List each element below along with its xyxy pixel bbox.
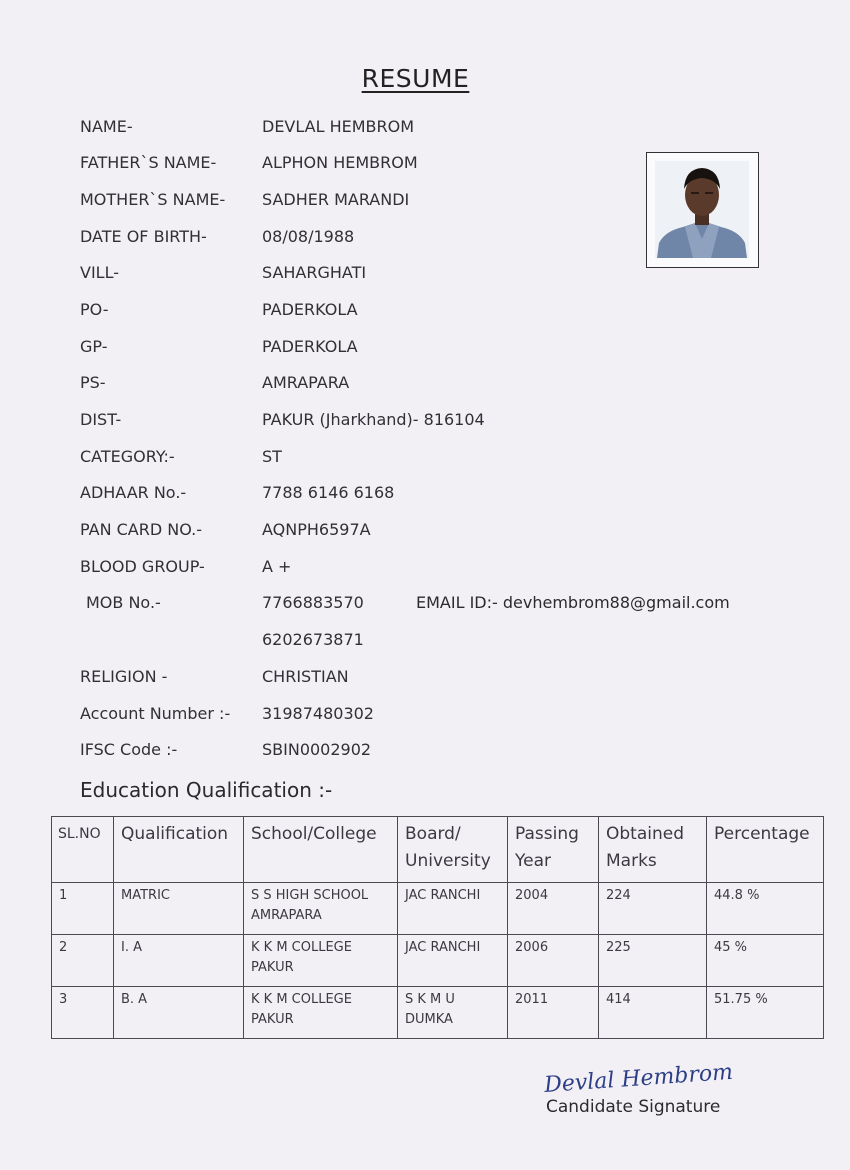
field-value: 7788 6146 6168: [262, 483, 395, 502]
field-label: IFSC Code :-: [80, 740, 178, 759]
field-label: ADHAAR No.-: [80, 483, 187, 502]
education-table: [51, 816, 824, 1039]
field-value: AMRAPARA: [262, 373, 350, 392]
table-cell: B. A: [114, 987, 244, 1039]
page-title: RESUME: [361, 64, 470, 93]
table-header-cell: Percentage: [707, 817, 824, 883]
field-label: FATHER`S NAME-: [80, 153, 217, 172]
email-text: EMAIL ID:- devhembrom88@gmail.com: [416, 593, 730, 612]
table-header-cell: Qualification: [114, 817, 244, 883]
table-header-row: [52, 817, 824, 883]
table-cell: S K M U DUMKA: [398, 987, 508, 1039]
education-heading: Education Qualification :-: [80, 778, 333, 802]
table-header-cell: Obtained Marks: [599, 817, 707, 883]
field-label: PO-: [80, 300, 109, 319]
handwritten-signature: [540, 1058, 740, 1098]
field-value: CHRISTIAN: [262, 667, 349, 686]
table-cell: 2004: [508, 883, 599, 935]
field-value: 7766883570: [262, 593, 364, 612]
table-cell: 51.75 %: [707, 987, 824, 1039]
table-cell: 3: [52, 987, 114, 1039]
field-value: DEVLAL HEMBROM: [262, 117, 415, 136]
svg-text:Devlal Hembrom: Devlal Hembrom: [543, 1059, 734, 1098]
field-label: BLOOD GROUP-: [80, 557, 205, 576]
field-label: PAN CARD NO.-: [80, 520, 203, 539]
field-label: PS-: [80, 373, 106, 392]
field-value: 6202673871: [262, 630, 364, 649]
field-label: RELIGION -: [80, 667, 168, 686]
table-cell: I. A: [114, 935, 244, 987]
field-value: PADERKOLA: [262, 337, 358, 356]
table-cell: 1: [52, 883, 114, 935]
field-label: NAME-: [80, 117, 133, 136]
field-value: 08/08/1988: [262, 227, 355, 246]
table-cell: 2011: [508, 987, 599, 1039]
table-cell: K K M COLLEGE PAKUR: [244, 987, 398, 1039]
signature-caption: Candidate Signature: [546, 1097, 721, 1117]
field-label: CATEGORY:-: [80, 447, 175, 466]
table-cell: S S HIGH SCHOOL AMRAPARA: [244, 883, 398, 935]
field-label: DIST-: [80, 410, 122, 429]
field-value: SAHARGHATI: [262, 263, 367, 282]
table-cell: MATRIC: [114, 883, 244, 935]
table-row: [52, 935, 824, 987]
field-value: SBIN0002902: [262, 740, 372, 759]
passport-photo: [646, 152, 759, 268]
table-cell: 2: [52, 935, 114, 987]
table-cell: 2006: [508, 935, 599, 987]
table-row: [52, 987, 824, 1039]
field-value: PAKUR (Jharkhand)- 816104: [262, 410, 485, 429]
field-value: ALPHON HEMBROM: [262, 153, 418, 172]
field-value: A +: [262, 557, 292, 576]
table-body: [52, 883, 824, 1039]
field-label: MOB No.-: [86, 593, 161, 612]
table-header-cell: School/College: [244, 817, 398, 883]
field-label: DATE OF BIRTH-: [80, 227, 207, 246]
field-label: VILL-: [80, 263, 119, 282]
field-label: GP-: [80, 337, 108, 356]
table-cell: JAC RANCHI: [398, 935, 508, 987]
table-cell: 44.8 %: [707, 883, 824, 935]
table-row: [52, 883, 824, 935]
table-header-cell: Board/ University: [398, 817, 508, 883]
field-label: MOTHER`S NAME-: [80, 190, 226, 209]
field-value: PADERKOLA: [262, 300, 358, 319]
field-label: Account Number :-: [80, 704, 231, 723]
table-header-cell: SL.NO: [52, 817, 114, 883]
table-cell: 45 %: [707, 935, 824, 987]
field-value: ST: [262, 447, 282, 466]
field-value: SADHER MARANDI: [262, 190, 410, 209]
table-cell: 414: [599, 987, 707, 1039]
field-value: 31987480302: [262, 704, 374, 723]
table-cell: 225: [599, 935, 707, 987]
person-photo-icon: [655, 161, 749, 258]
table-cell: JAC RANCHI: [398, 883, 508, 935]
table-cell: 224: [599, 883, 707, 935]
table-cell: K K M COLLEGE PAKUR: [244, 935, 398, 987]
table-header-cell: Passing Year: [508, 817, 599, 883]
field-value: AQNPH6597A: [262, 520, 371, 539]
